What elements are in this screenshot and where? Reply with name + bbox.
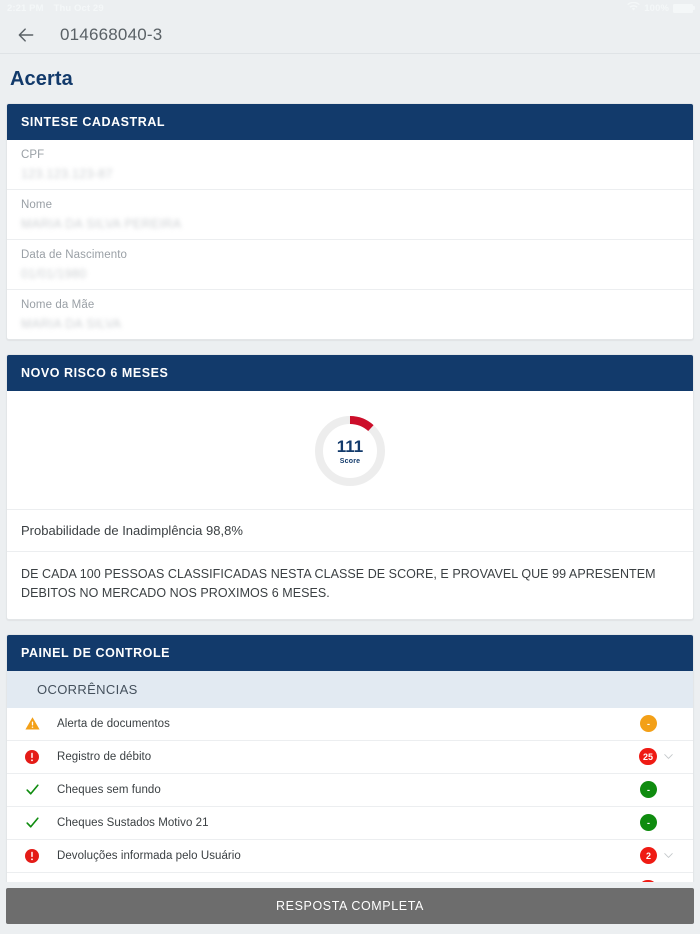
sintese-cadastral-card: [6, 103, 694, 340]
check-icon: [21, 814, 43, 831]
ocorrencia-label: Alerta de documentos: [57, 717, 170, 730]
field-value: MARIA DA SILVA: [21, 317, 122, 331]
field-row-nome-mae: [7, 290, 693, 339]
battery-full-icon: [673, 4, 693, 13]
painel-controle-header: PAINEL DE CONTROLE: [7, 635, 693, 671]
app-bar-title: 014668040-3: [60, 24, 163, 44]
battery-percent: 100%: [644, 2, 669, 14]
chevron-down-icon[interactable]: [657, 750, 679, 763]
page-title: Acerta: [10, 68, 73, 90]
check-icon: [21, 781, 43, 798]
field-label: Nome: [21, 199, 53, 211]
field-row-cpf: [7, 140, 693, 190]
field-row-nome: [7, 190, 693, 240]
app-bar: [0, 16, 700, 54]
probability-text: Probabilidade de Inadimplência 98,8%: [7, 510, 693, 552]
footer-bar: [0, 882, 700, 934]
sintese-cadastral-header: SINTESE CADASTRAL: [7, 104, 693, 140]
novo-risco-header: NOVO RISCO 6 MESES: [7, 355, 693, 391]
ocorrencia-count-badge: 2: [640, 847, 657, 864]
field-label: Data de Nascimento: [21, 249, 127, 261]
ocorrencia-row[interactable]: [7, 840, 693, 873]
status-time: 2:21 PM: [7, 2, 44, 14]
ocorrencia-row: [7, 708, 693, 741]
field-label: Nome da Mãe: [21, 299, 95, 311]
ocorrencia-label: Registro de débito: [57, 750, 152, 763]
score-gauge: [312, 413, 388, 489]
field-value: MARIA DA SILVA PEREIRA: [21, 217, 182, 231]
field-value: 123.123.123-87: [21, 167, 113, 181]
chevron-down-icon[interactable]: [657, 849, 679, 862]
ocorrencias-subheader: OCORRÊNCIAS: [7, 671, 693, 708]
score-gauge-section: [7, 391, 693, 510]
wifi-icon: [627, 2, 640, 15]
ocorrencia-row[interactable]: [7, 741, 693, 774]
ocorrencia-count-badge: -: [640, 781, 657, 798]
alert-circle-icon: [21, 848, 43, 864]
ocorrencia-count-badge: -: [640, 814, 657, 831]
score-label: Score: [339, 457, 361, 465]
field-label: CPF: [21, 149, 45, 161]
status-bar: [0, 0, 700, 16]
back-arrow-icon[interactable]: [12, 21, 40, 49]
novo-risco-card: [6, 354, 694, 620]
score-value: 111: [336, 436, 364, 456]
ocorrencia-label: Cheques Sustados Motivo 21: [57, 816, 209, 829]
ocorrencia-row: [7, 807, 693, 840]
alert-circle-icon: [21, 749, 43, 765]
warning-triangle-icon: [21, 715, 43, 732]
ocorrencia-label: Cheques sem fundo: [57, 783, 161, 796]
status-date: Thu Oct 29: [53, 2, 104, 14]
ocorrencia-label: Devoluções informada pelo Usuário: [57, 849, 241, 862]
field-row-data-nascimento: [7, 240, 693, 290]
ocorrencia-count-badge: -: [640, 715, 657, 732]
page-content: [0, 54, 700, 934]
field-value: 01/01/1980: [21, 267, 87, 281]
ocorrencia-count-badge: 25: [639, 748, 657, 765]
ocorrencia-row: [7, 774, 693, 807]
resposta-completa-button[interactable]: RESPOSTA COMPLETA: [6, 888, 694, 924]
risk-description: DE CADA 100 PESSOAS CLASSIFICADAS NESTA CLASSE DE SCORE, E PROVAVEL QUE 99 APRESENTEM DEBITOS NO MERCADO NOS PROXIMOS 6 MESES.: [21, 567, 656, 601]
